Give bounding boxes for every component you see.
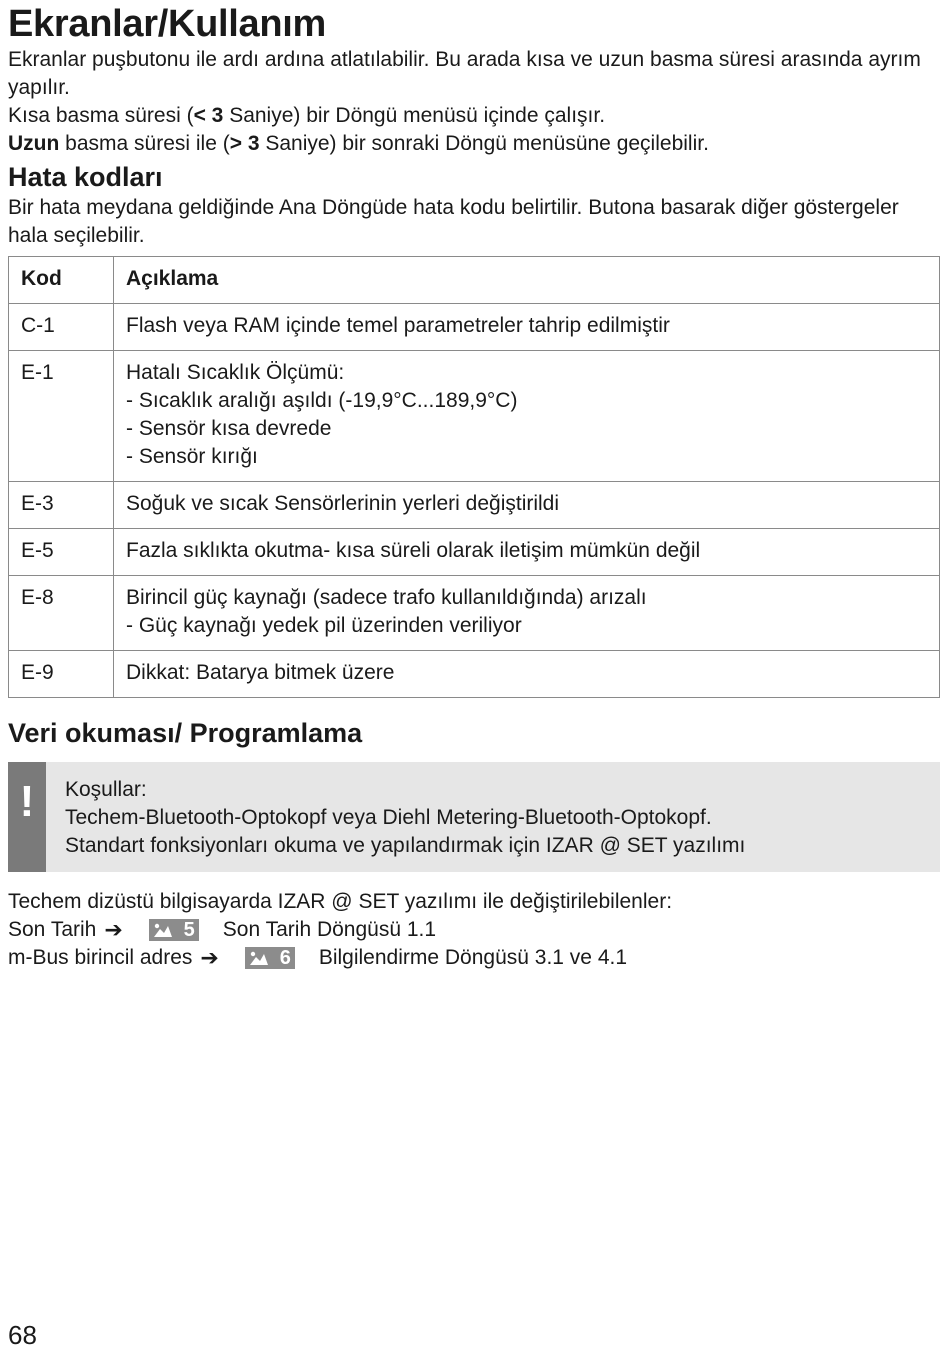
error-code: E-3: [9, 482, 114, 529]
table-row: [9, 529, 940, 576]
page-number: 68: [8, 1320, 37, 1350]
description-line: Hatalı Sıcaklık Ölçümü:: [126, 361, 345, 384]
long-press-mid: basma süresi ile (: [59, 132, 230, 155]
column-header-description: Açıklama: [114, 257, 940, 304]
description-line: Dikkat: Batarya bitmek üzere: [126, 661, 395, 684]
table-row: [9, 482, 940, 529]
intro-paragraph: Ekranlar puşbutonu ile ardı ardına atlatılabilir. Bu arada kısa ve uzun basma süresi arasında ayrım yapılır.: [8, 48, 921, 99]
reference-label: Son Tarih: [8, 918, 97, 941]
reference-line-due-date: [8, 916, 941, 944]
error-description: [114, 651, 940, 698]
page-title: Ekranlar/Kullanım: [8, 3, 327, 45]
table-row: [9, 576, 940, 651]
figure-number: 6: [279, 947, 291, 969]
image-icon: [249, 950, 269, 966]
figure-reference: [245, 947, 295, 969]
note-line: Standart fonksiyonları okuma ve yapılandırmak için IZAR @ SET yazılımı: [65, 834, 746, 857]
exclamation-icon: !: [8, 762, 46, 872]
page: [8, 0, 941, 972]
description-line: Fazla sıklıkta okutma- kısa süreli olarak iletişim mümkün değil: [126, 539, 701, 562]
errors-description: Bir hata meydana geldiğinde Ana Döngüde hata kodu belirtilir. Butona basarak diğer göstergeler hala seçilebilir.: [8, 196, 899, 247]
table-row: [9, 304, 940, 351]
error-code: E-8: [9, 576, 114, 651]
reference-target: Son Tarih Döngüsü 1.1: [222, 918, 437, 941]
error-code: E-9: [9, 651, 114, 698]
short-press-text: [8, 102, 941, 130]
long-press-text: [8, 130, 941, 158]
description-line: - Sensör kırığı: [126, 445, 258, 468]
long-press-bold: Uzun: [8, 132, 60, 155]
table-header-row: [9, 257, 940, 304]
table-row: [9, 651, 940, 698]
column-header-code: Kod: [9, 257, 114, 304]
description-line: Soğuk ve sıcak Sensörlerinin yerleri değiştirildi: [126, 492, 560, 515]
description-line: - Sensör kısa devrede: [126, 417, 332, 440]
description-line: Flash veya RAM içinde temel parametreler tahrip edilmiştir: [126, 314, 670, 337]
description-line: - Güç kaynağı yedek pil üzerinden veriliyor: [126, 614, 522, 637]
figure-reference: [149, 919, 199, 941]
error-code: C-1: [9, 304, 114, 351]
short-press-bold: < 3: [193, 104, 224, 127]
error-description: [114, 304, 940, 351]
note-line: Koşullar:: [65, 778, 147, 801]
error-code: E-1: [9, 351, 114, 482]
description-line: - Sıcaklık aralığı aşıldı (-19,9°C...189,9°C): [126, 389, 518, 412]
figure-number: 5: [183, 919, 195, 941]
description-line: Birincil güç kaynağı (sadece trafo kullanıldığında) arızalı: [126, 586, 647, 609]
image-icon: [153, 922, 173, 938]
errors-heading: Hata kodları: [8, 162, 163, 192]
reference-line-mbus-address: [8, 944, 941, 972]
table-row: [9, 351, 940, 482]
error-description: [114, 529, 940, 576]
long-press-suffix: Saniye) bir sonraki Döngü menüsüne geçilebilir.: [259, 132, 709, 155]
reference-label: m-Bus birincil adres: [8, 946, 193, 969]
conditions-note: [8, 762, 940, 872]
long-press-bold-value: > 3: [229, 132, 260, 155]
programming-heading: Veri okuması/ Programlama: [8, 718, 363, 748]
reference-target: Bilgilendirme Döngüsü 3.1 ve 4.1: [318, 946, 628, 969]
changeable-intro: Techem dizüstü bilgisayarda IZAR @ SET yazılımı ile değiştirilebilenler:: [8, 890, 673, 913]
arrow-right-icon: ➔: [104, 917, 123, 942]
error-description: [114, 351, 940, 482]
arrow-right-icon: ➔: [200, 945, 219, 970]
error-description: [114, 482, 940, 529]
note-line: Techem-Bluetooth-Optokopf veya Diehl Metering-Bluetooth-Optokopf.: [65, 806, 712, 829]
note-text: [65, 776, 745, 860]
error-codes-table: [8, 256, 940, 698]
error-description: [114, 576, 940, 651]
short-press-suffix: Saniye) bir Döngü menüsü içinde çalışır.: [223, 104, 606, 127]
short-press-prefix: Kısa basma süresi (: [8, 104, 194, 127]
error-code: E-5: [9, 529, 114, 576]
